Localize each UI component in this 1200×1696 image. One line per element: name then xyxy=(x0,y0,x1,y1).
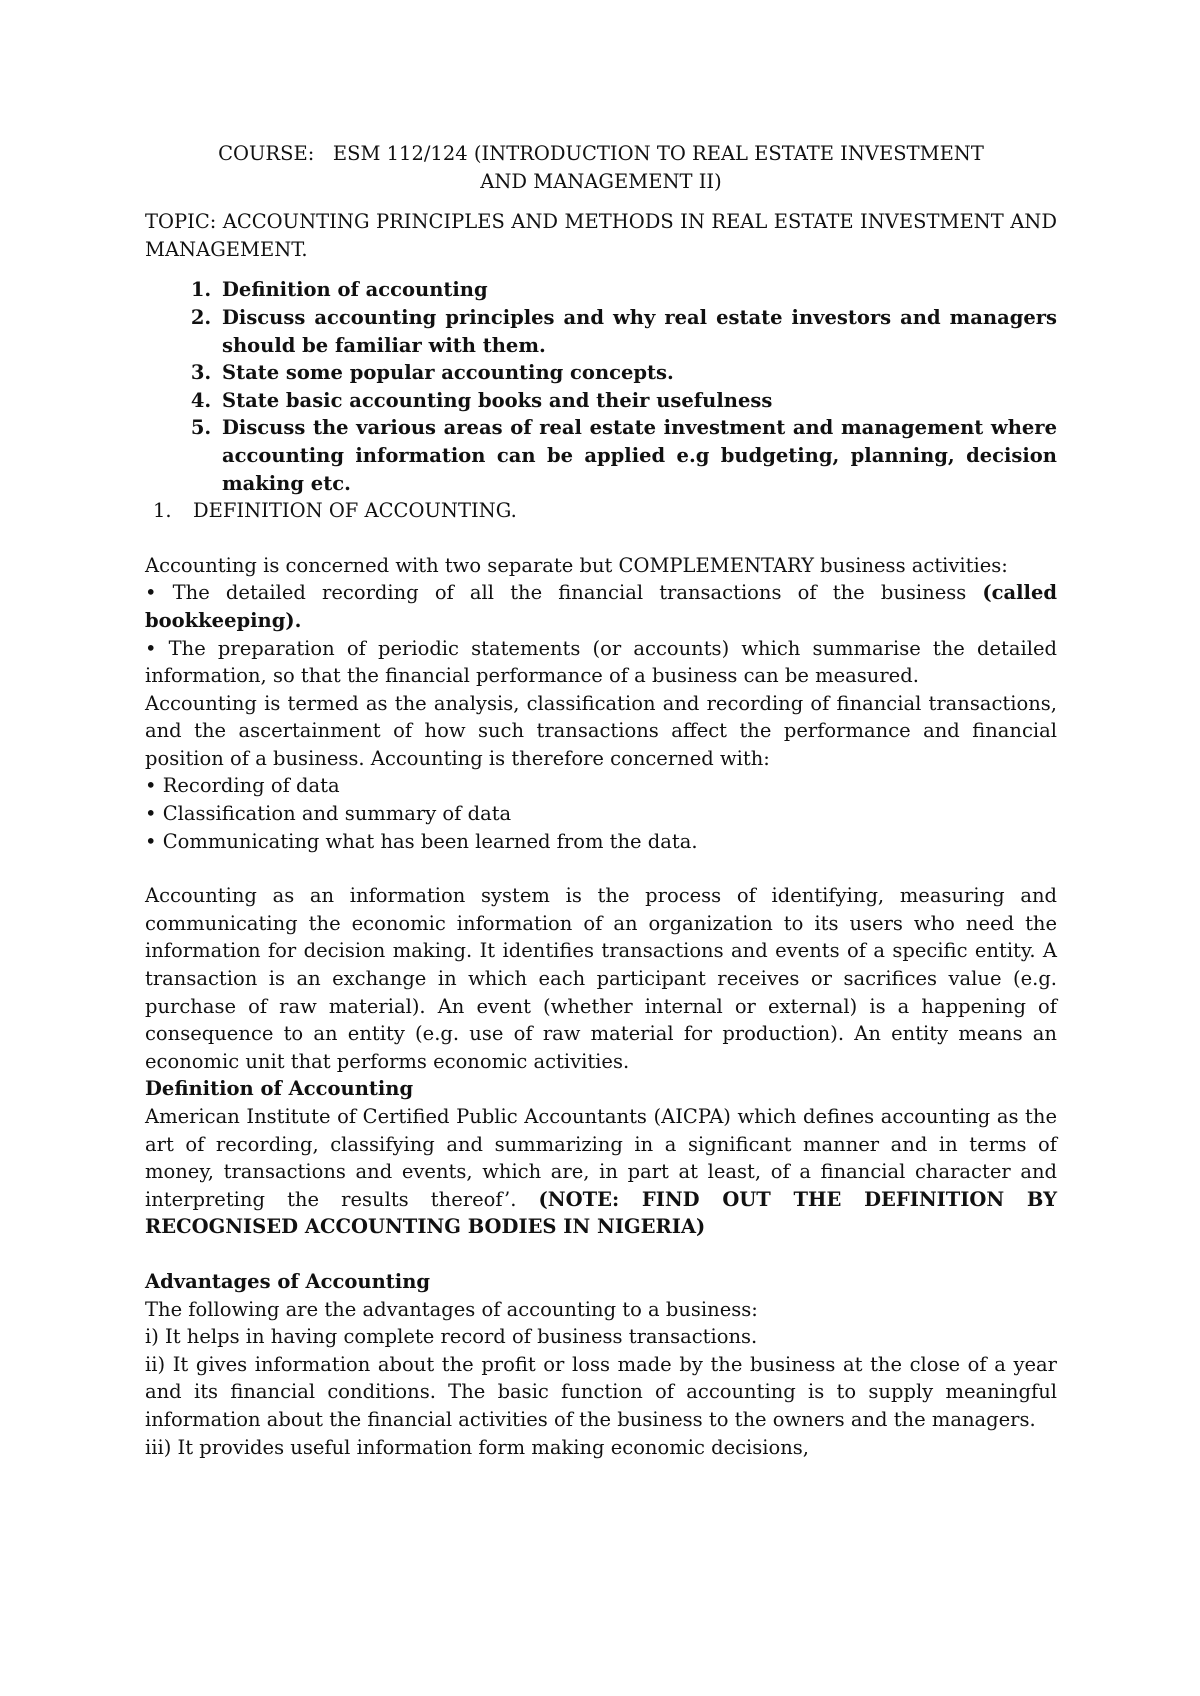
list-item: • Classification and summary of data xyxy=(145,802,512,826)
list-item: • Recording of data xyxy=(145,774,340,798)
bullet-bookkeeping-bold: (called bookkeeping). xyxy=(145,581,1057,632)
definition-heading xyxy=(145,1075,1057,1103)
advantage-item: i) It helps in having complete record of business transactions. xyxy=(145,1325,758,1349)
definition-heading-text: Definition of Accounting xyxy=(145,1077,414,1101)
objective-item: 1. Definition of accounting xyxy=(218,276,1057,304)
objective-item: 5. Discuss the various areas of real estate investment and management where accounting information can be applied e.g budgeting, planning, decision making etc. xyxy=(218,414,1057,497)
advantages-heading xyxy=(145,1268,1057,1296)
objectives-list xyxy=(145,276,1057,497)
definition-paragraph xyxy=(145,1103,1057,1241)
definition-text: American Institute of Certified Public Accountants (AICPA) which defines accounting as the art of recording, classifying and summarizing in a significant manner and in terms of money, transactions and events, which are, in part at least, of a financial character and interpreting the results thereof’. xyxy=(145,1105,1057,1211)
course-title-line1: COURSE: ESM 112/124 (INTRODUCTION TO REAL ESTATE INVESTMENT xyxy=(218,142,984,165)
section-number: 1. xyxy=(153,499,172,523)
accounting-paragraph: Accounting is termed as the analysis, classification and recording of financial transactions, and the ascertainment of how such transactions affect the performance and financial position of a business. Accounting is therefore concerned with: xyxy=(145,691,1057,770)
advantage-item: iii) It provides useful information form making economic decisions, xyxy=(145,1435,810,1459)
information-system-paragraph: Accounting as an information system is the process of identifying, measuring and communicating the economic information of an organization to its users who need the information for decision making. It identifies transactions and events of a specific entity. A transaction is an exchange in which each participant receives or sacrifices value (e.g. purchase of raw material). An event (whether internal or external) is a happening of consequence to an entity (e.g. use of raw material for production). An entity means an economic unit that performs economic activities. xyxy=(145,884,1057,1073)
bullet-statements: • The preparation of periodic statements (or accounts) which summarise the detailed information, so that the financial performance of a business can be measured. xyxy=(145,636,1057,688)
objective-item: 4. State basic accounting books and their usefulness xyxy=(218,387,1057,415)
advantages-intro: The following are the advantages of accounting to a business: xyxy=(145,1297,758,1321)
document-content xyxy=(145,140,1057,1461)
section-intro: Accounting is concerned with two separate but COMPLEMENTARY business activities: xyxy=(145,553,1008,577)
bullet-bookkeeping xyxy=(145,579,1057,634)
course-title xyxy=(145,140,1057,195)
course-title-line2: AND MANAGEMENT II) xyxy=(480,169,722,193)
list-item: • Communicating what has been learned from the data. xyxy=(145,829,698,853)
objective-item: 3. State some popular accounting concepts. xyxy=(218,359,1057,387)
advantage-item: ii) It gives information about the profit or loss made by the business at the close of a year and its financial conditions. The basic function of accounting is to supply meaningful information about the financial activities of the business to the owners and the managers. xyxy=(145,1352,1057,1431)
objective-item: 2. Discuss accounting principles and why real estate investors and managers should be familiar with them. xyxy=(218,304,1057,359)
section-heading xyxy=(153,497,1057,525)
bullet-bookkeeping-text: • The detailed recording of all the financial transactions of the business xyxy=(145,581,983,605)
advantages-heading-text: Advantages of Accounting xyxy=(145,1269,431,1293)
topic-title: TOPIC: ACCOUNTING PRINCIPLES AND METHODS IN REAL ESTATE INVESTMENT AND MANAGEMENT. xyxy=(145,210,1057,261)
section-heading-text: DEFINITION OF ACCOUNTING. xyxy=(193,499,517,523)
definition-note: (NOTE: FIND OUT THE DEFINITION BY RECOGNISED ACCOUNTING BODIES IN NIGERIA) xyxy=(145,1187,1057,1239)
